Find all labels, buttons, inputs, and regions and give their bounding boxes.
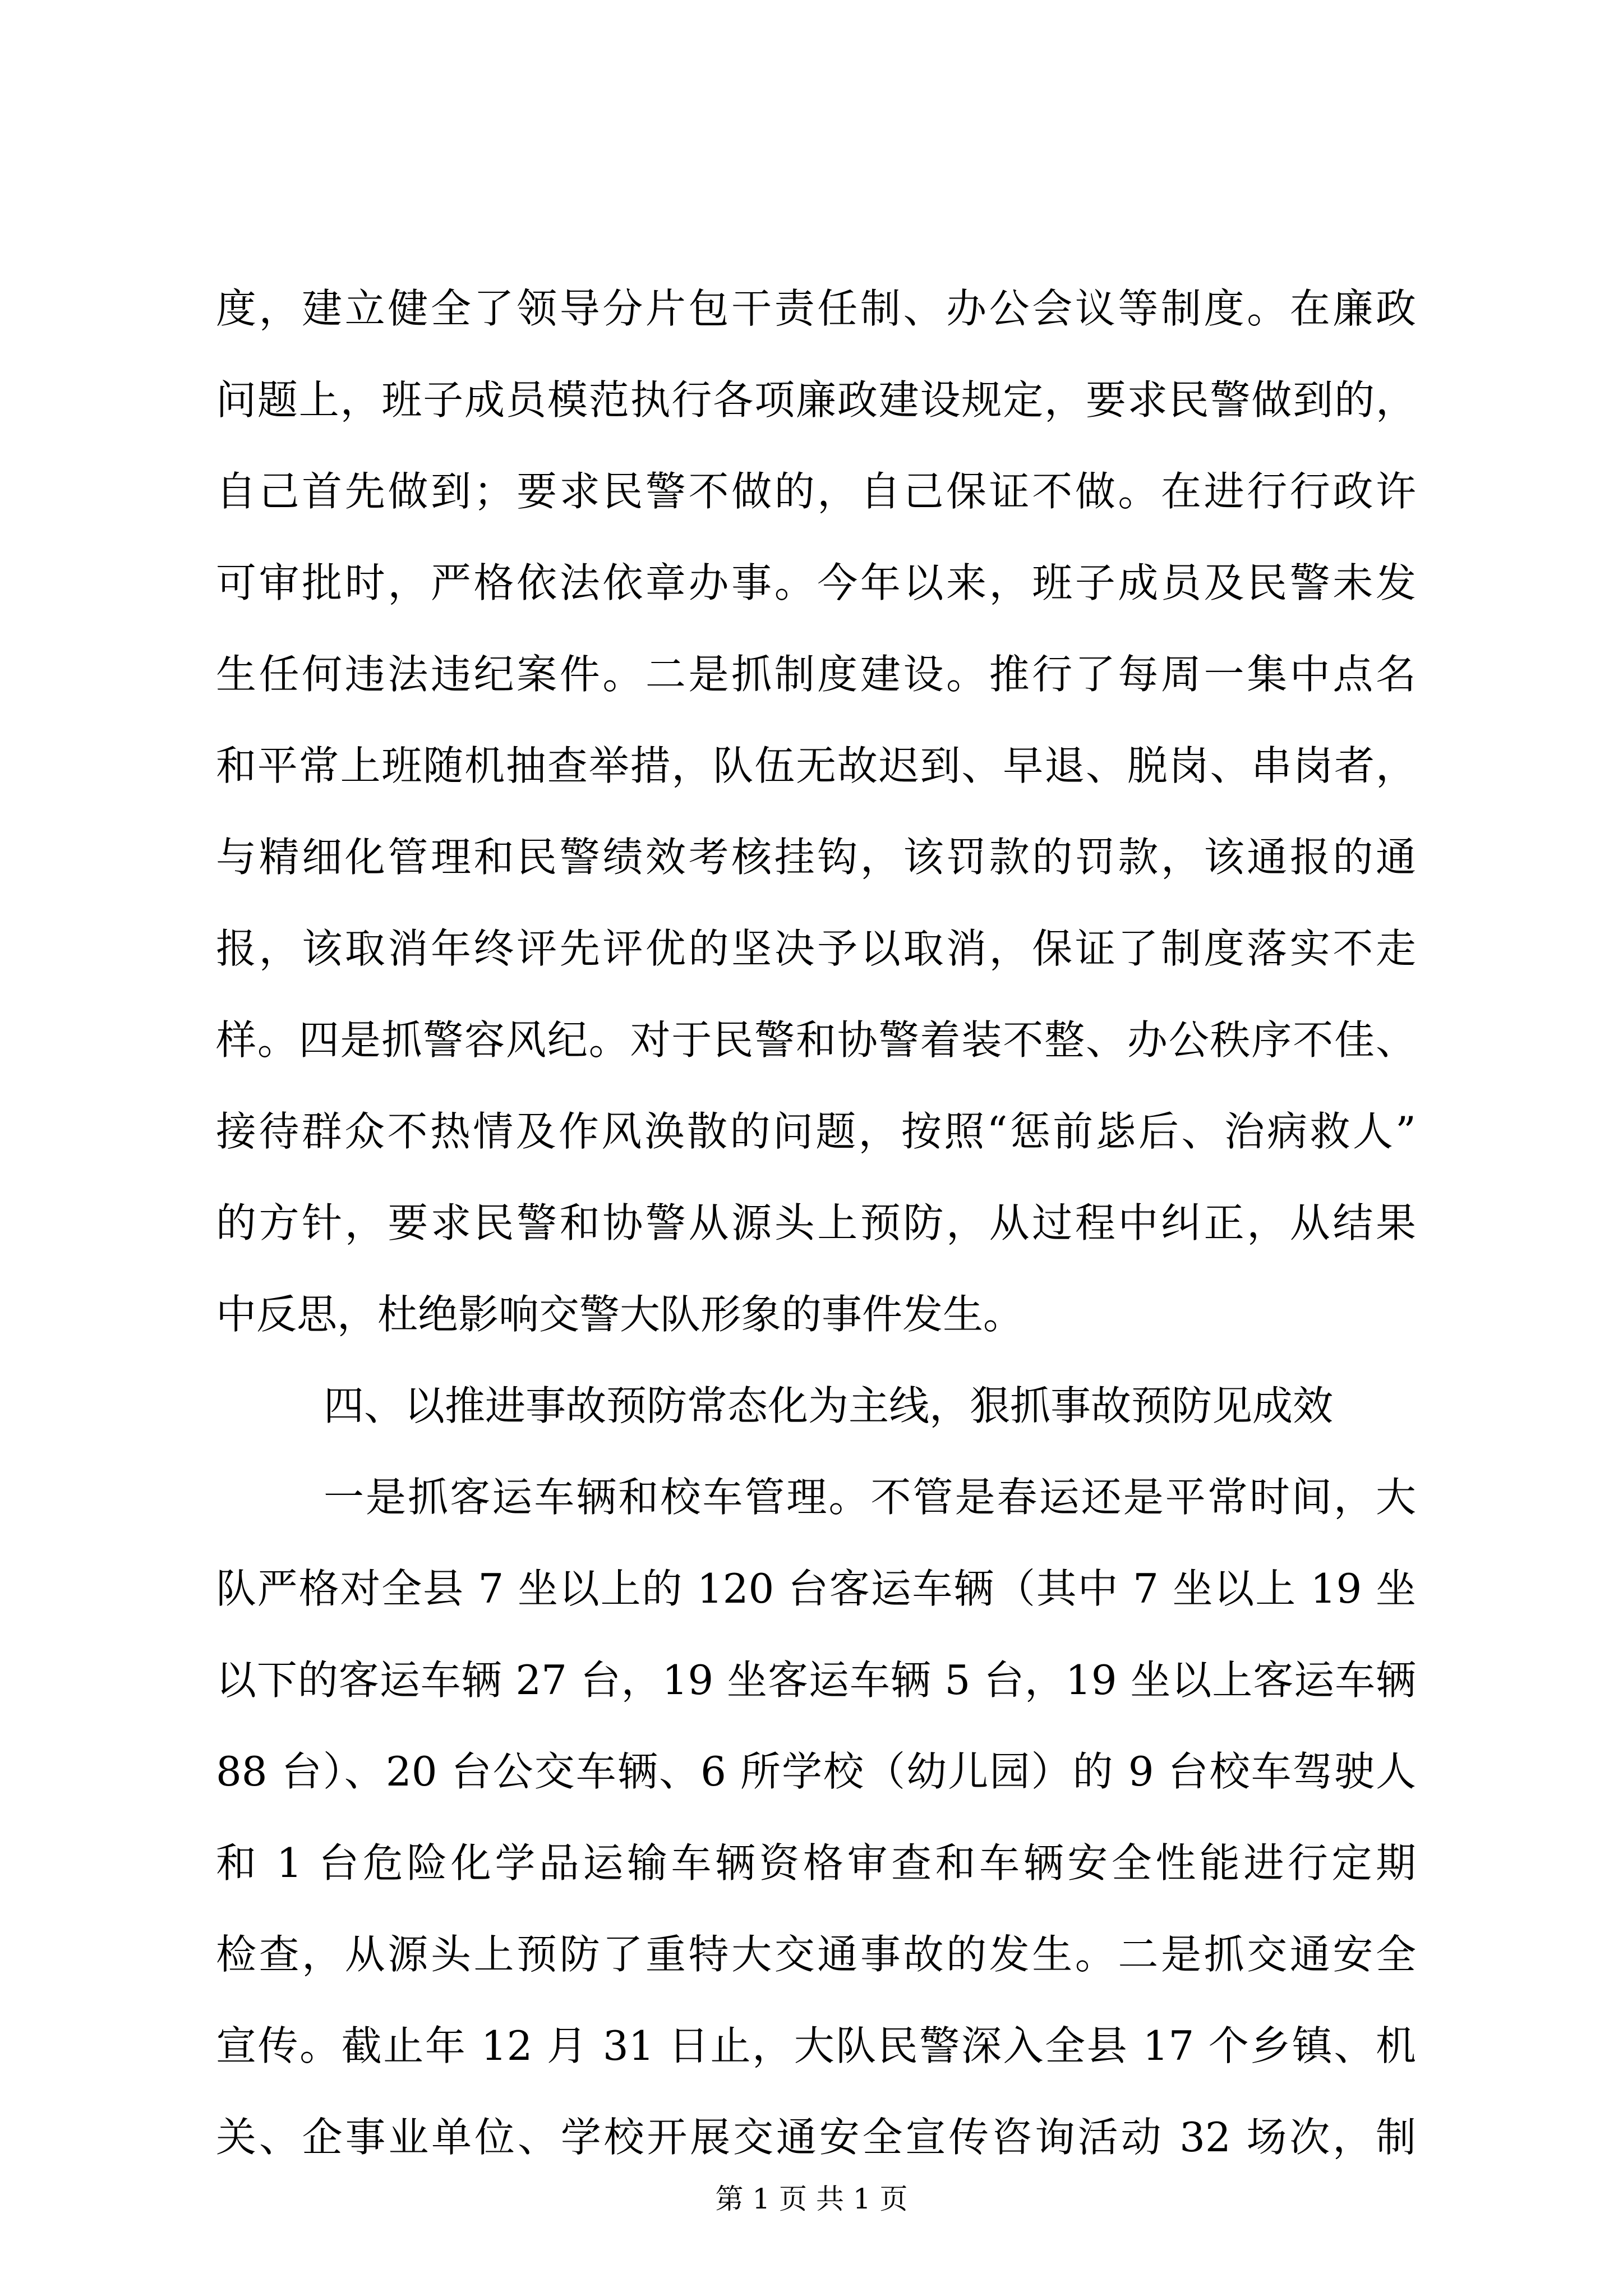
paragraph-line: 和 1 台危险化学品运输车辆资格审查和车辆安全性能进行定期 [216, 1839, 1416, 1887]
paragraph-line: 关、企事业单位、学校开展交通安全宣传咨询活动 32 场次，制 [216, 2114, 1416, 2161]
page-footer: 第 1 页 共 1 页 [715, 2183, 908, 2215]
paragraph-line: 一是抓客运车辆和校车管理。不管是春运还是平常时间，大 [324, 1474, 1416, 1521]
paragraph-line: 与精细化管理和民警绩效考核挂钩，该罚款的罚款，该通报的通 [216, 834, 1416, 881]
paragraph-line: 中反思，杜绝影响交警大队形象的事件发生。 [216, 1291, 1024, 1338]
paragraph-line: 检查，从源头上预防了重特大交通事故的发生。二是抓交通安全 [216, 1931, 1416, 1978]
paragraph-line: 样。四是抓警容风纪。对于民警和协警着装不整、办公秩序不佳、 [216, 1016, 1416, 1064]
paragraph-line: 问题上，班子成员模范执行各项廉政建设规定，要求民警做到的， [216, 376, 1416, 424]
paragraph-line: 88 台）、20 台公交车辆、6 所学校（幼儿园）的 9 台校车驾驶人 [216, 1748, 1416, 1795]
paragraph-line: 接待群众不热情及作风涣散的问题，按照“惩前毖后、治病救人” [216, 1108, 1416, 1155]
paragraph-line: 队严格对全县 7 坐以上的 120 台客运车辆（其中 7 坐以上 19 坐 [216, 1565, 1416, 1612]
paragraph-line: 自己首先做到；要求民警不做的，自己保证不做。在进行行政许 [216, 468, 1416, 515]
paragraph-line: 宣传。截止年 12 月 31 日止，大队民警深入全县 17 个乡镇、机 [216, 2022, 1416, 2069]
section-heading: 四、以推进事故预防常态化为主线，狠抓事故预防见成效 [324, 1382, 1334, 1429]
paragraph-line: 生任何违法违纪案件。二是抓制度建设。推行了每周一集中点名 [216, 651, 1416, 698]
paragraph-line: 的方针，要求民警和协警从源头上预防，从过程中纠正，从结果 [216, 1199, 1416, 1246]
paragraph-line: 和平常上班随机抽查举措，队伍无故迟到、早退、脱岗、串岗者， [216, 742, 1416, 789]
paragraph-line: 可审批时，严格依法依章办事。今年以来，班子成员及民警未发 [216, 559, 1416, 606]
paragraph-line: 度，建立健全了领导分片包干责任制、办公会议等制度。在廉政 [216, 285, 1416, 332]
paragraph-line: 报，该取消年终评先评优的坚决予以取消，保证了制度落实不走 [216, 925, 1416, 972]
paragraph-line: 以下的客运车辆 27 台，19 坐客运车辆 5 台，19 坐以上客运车辆 [216, 1657, 1416, 1704]
